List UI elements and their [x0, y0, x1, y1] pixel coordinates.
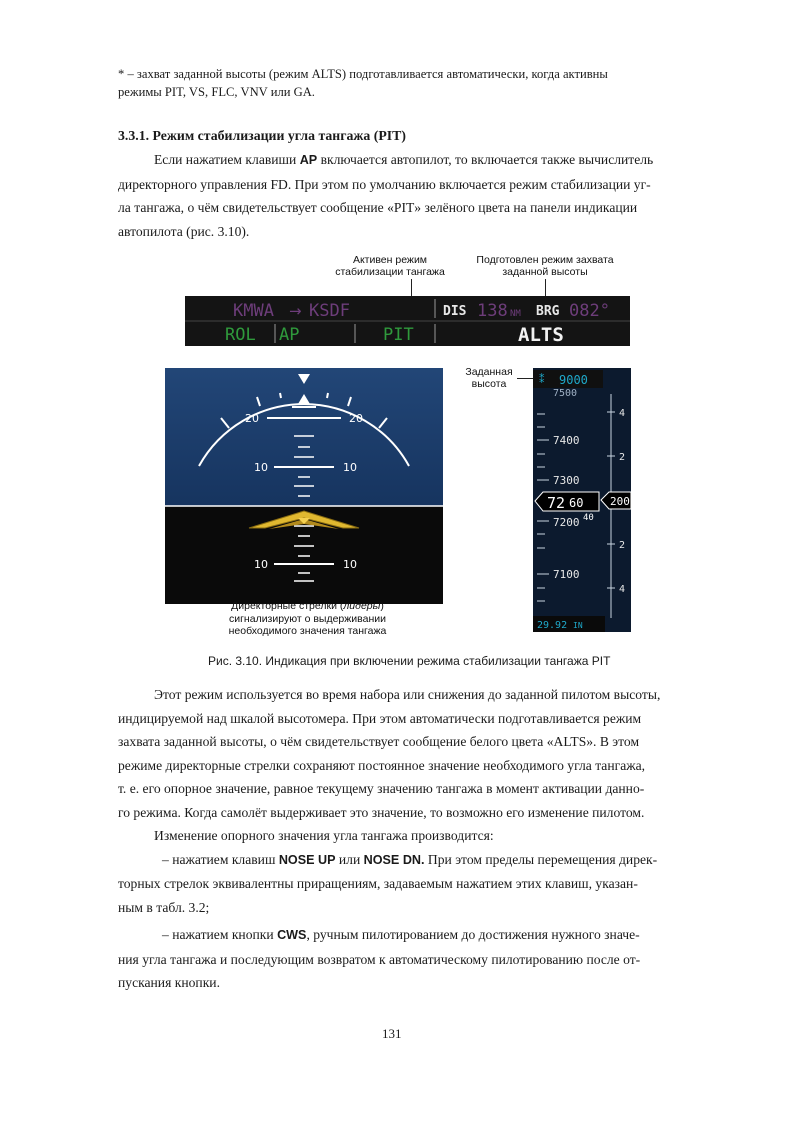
tape-7200: 7200: [553, 516, 580, 529]
leader-caption: [205, 600, 410, 638]
tape-7400: 7400: [553, 434, 580, 447]
dis-label: DIS: [443, 304, 467, 319]
vs-tick-2-down: 2: [619, 540, 626, 551]
bullet-1-line-2: торных стрелок эквивалентны приращениям, задаваемым нажатием этих клавиш, указан-: [118, 876, 638, 891]
intro-line-3: ла тангажа, о чём свидетельствует сообщение «PIT» зелёного цвета на панели индикации: [118, 200, 638, 215]
bullet-2-line-3: пускания кнопки.: [118, 975, 220, 990]
para2-line-1: Этот режим используется во время набора или снижения до заданной пилотом высоты,: [154, 687, 661, 702]
mode-alts: ALTS: [518, 324, 564, 346]
key-ap: AP: [299, 153, 318, 167]
intro-line-4: автопилота (рис. 3.10).: [118, 223, 250, 239]
intro-line-1: Если нажатием клавиши AP включается автопилот, то включается также вычислитель: [154, 152, 654, 167]
para2-line-6: го режима. Когда самолёт выдерживает это значение, то возможно его изменение пилотом.: [118, 804, 645, 820]
pitch-label-20-left: 20: [245, 412, 259, 425]
footnote: [118, 65, 728, 101]
dis-unit: NM: [510, 309, 521, 319]
brg-value: 082°: [569, 301, 610, 321]
selected-bug-icon: ⁑: [539, 373, 545, 386]
vs-tick-4-up: 4: [619, 408, 626, 419]
baro-value: 29.92: [537, 620, 568, 631]
intro-line-2: директорного управления FD. При этом по умолчанию включается режим стабилизации уг-: [118, 176, 651, 192]
footnote-line-2: режимы PIT, VS, FLC, VNV или GA.: [118, 85, 315, 99]
footnote-line-1: – захват заданной высоты (режим ALTS) подготавливается автоматически, когда активны: [127, 67, 608, 81]
pitch-label-10-up-left: 10: [254, 461, 268, 474]
leader-line-3: необходимого значения тангажа: [228, 625, 387, 637]
pitch-label-10-down-right: 10: [343, 558, 357, 571]
current-altitude-box: [535, 492, 599, 511]
callout-pit: Активен режим стабилизации тангажа: [335, 254, 445, 278]
pitch-label-10-down-left: 10: [254, 558, 268, 571]
bullet-2-line-2: ния угла тангажа и последующим возвратом к автоматическому пилотированию после от-: [118, 951, 641, 967]
para2-line-5: т. е. его опорное значение, равное текущему значению тангажа в момент активации данно-: [118, 781, 645, 796]
bullet-2-line-1: – нажатием кнопки CWS, ручным пилотированием до достижения нужного значе-: [162, 927, 640, 942]
selected-altitude-label: Заданная высота: [465, 366, 513, 390]
para2-line-3: захвата заданной высоты, о чём свидетельствует сообщение белого цвета «ALTS». В этом: [118, 734, 640, 749]
current-altitude-main: 72: [547, 494, 566, 512]
tape-7500: 7500: [553, 388, 578, 399]
page-number: 131: [382, 1026, 402, 1041]
section-heading: 3.3.1. Режим стабилизации угла тангажа (PIT): [118, 128, 406, 143]
route-from: KMWA: [233, 301, 274, 321]
pitch-label-20-right: 20: [349, 412, 363, 425]
vs-tick-2-up: 2: [619, 452, 626, 463]
leader-line-1: Директорные стрелки (лидеры): [231, 600, 384, 612]
key-nose-dn: NOSE DN.: [363, 852, 425, 867]
bullet-1-line-3: ным в табл. 3.2;: [118, 899, 210, 915]
mode-rol: ROL: [225, 325, 256, 345]
callout-alts: Подготовлен режим захвата заданной высоты: [476, 254, 614, 278]
route-arrow-icon: →: [289, 302, 302, 320]
body-paragraph: [118, 683, 730, 995]
current-altitude-sub: 60: [569, 496, 584, 510]
mode-pit: PIT: [383, 325, 414, 345]
para3: Изменение опорного значения угла тангажа производится:: [154, 828, 494, 843]
vertical-speed-value: 200: [610, 495, 630, 508]
para2-line-4: режиме директорные стрелки сохраняют постоянное значение необходимого угла тангажа,: [118, 757, 646, 773]
para2-line-2: индицируемой над шкалой высотомера. При этом автоматически подготавливается режим: [118, 710, 642, 726]
baro-unit: IN: [573, 621, 583, 630]
selected-altitude-value: 9000: [559, 373, 588, 387]
attitude-indicator: [165, 368, 443, 604]
tape-7300: 7300: [553, 474, 580, 487]
pitch-label-10-up-right: 10: [343, 461, 357, 474]
leader-line-2: сигнализируют о выдерживании: [228, 612, 386, 625]
vs-tick-4-down: 4: [619, 584, 626, 595]
bullet-1-line-1: – нажатием клавиш NOSE UP или NOSE DN. При этом пределы перемещения дирек-: [162, 851, 658, 867]
tape-7100: 7100: [553, 568, 580, 581]
intro-paragraph: [118, 148, 730, 243]
brg-label: BRG: [536, 304, 560, 319]
footnote-star: *: [118, 67, 125, 81]
altitude-roll-digit: 40: [583, 513, 594, 523]
route-to: KSDF: [309, 301, 350, 321]
key-cws: CWS: [277, 928, 307, 942]
dis-value: 138: [477, 301, 508, 321]
key-nose-up: NOSE UP: [278, 852, 336, 867]
autopilot-status-bar: [185, 296, 630, 346]
altimeter-tape: [533, 368, 631, 632]
mode-ap: AP: [279, 325, 300, 345]
figure-caption: Рис. 3.10. Индикация при включении режима стабилизации тангажа PIT: [208, 654, 611, 668]
